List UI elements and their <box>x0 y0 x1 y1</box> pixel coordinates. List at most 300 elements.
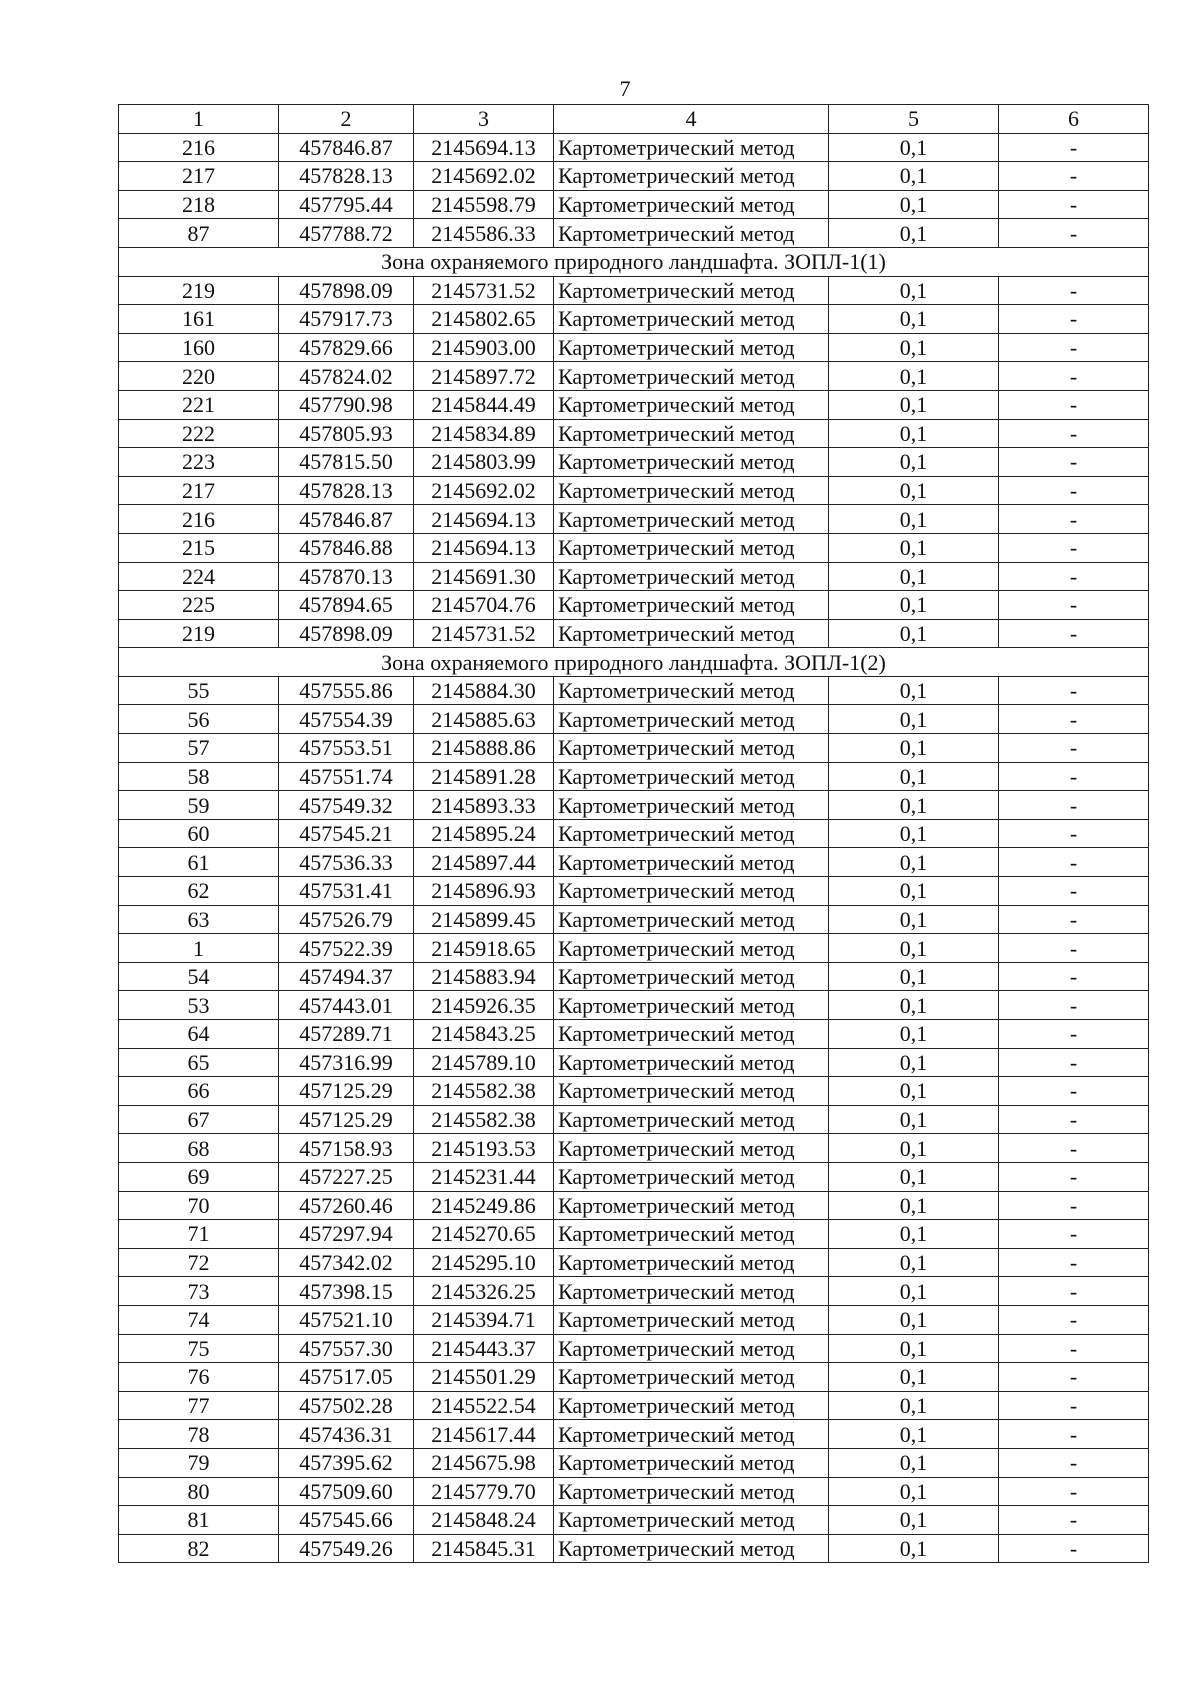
x-coordinate-cell: 457790.98 <box>279 390 414 419</box>
method-cell: Картометрический метод <box>554 1020 829 1049</box>
table-row <box>119 619 1149 648</box>
accuracy-cell: 0,1 <box>829 934 999 963</box>
accuracy-cell: 0,1 <box>829 1363 999 1392</box>
note-cell: - <box>999 562 1149 591</box>
page-number: 7 <box>619 76 631 101</box>
table-row <box>119 1506 1149 1535</box>
method-cell: Картометрический метод <box>554 476 829 505</box>
accuracy-cell: 0,1 <box>829 1077 999 1106</box>
method-cell: Картометрический метод <box>554 1334 829 1363</box>
note-cell: - <box>999 1477 1149 1506</box>
accuracy-cell: 0,1 <box>829 1105 999 1134</box>
header-cell-3: 3 <box>414 105 554 134</box>
y-coordinate-cell: 2145897.72 <box>414 362 554 391</box>
note-cell: - <box>999 1134 1149 1163</box>
method-cell: Картометрический метод <box>554 591 829 620</box>
table-row <box>119 791 1149 820</box>
point-number-cell: 80 <box>119 1477 279 1506</box>
x-coordinate-cell: 457917.73 <box>279 305 414 334</box>
accuracy-cell: 0,1 <box>829 305 999 334</box>
accuracy-cell: 0,1 <box>829 1477 999 1506</box>
method-cell: Картометрический метод <box>554 762 829 791</box>
note-cell: - <box>999 1363 1149 1392</box>
y-coordinate-cell: 2145394.71 <box>414 1305 554 1334</box>
table-row <box>119 1220 1149 1249</box>
method-cell: Картометрический метод <box>554 905 829 934</box>
x-coordinate-cell: 457898.09 <box>279 276 414 305</box>
accuracy-cell: 0,1 <box>829 219 999 248</box>
point-number-cell: 64 <box>119 1020 279 1049</box>
y-coordinate-cell: 2145295.10 <box>414 1248 554 1277</box>
note-cell: - <box>999 934 1149 963</box>
table-row <box>119 390 1149 419</box>
note-cell: - <box>999 1162 1149 1191</box>
y-coordinate-cell: 2145694.13 <box>414 133 554 162</box>
x-coordinate-cell: 457846.87 <box>279 133 414 162</box>
y-coordinate-cell: 2145249.86 <box>414 1191 554 1220</box>
table-row <box>119 1105 1149 1134</box>
method-cell: Картометрический метод <box>554 1363 829 1392</box>
section-title: Зона охраняемого природного ландшафта. ЗОПЛ-1(1) <box>119 247 1149 276</box>
x-coordinate-cell: 457436.31 <box>279 1420 414 1449</box>
note-cell: - <box>999 1248 1149 1277</box>
point-number-cell: 220 <box>119 362 279 391</box>
note-cell: - <box>999 705 1149 734</box>
y-coordinate-cell: 2145586.33 <box>414 219 554 248</box>
y-coordinate-cell: 2145803.99 <box>414 448 554 477</box>
accuracy-cell: 0,1 <box>829 676 999 705</box>
point-number-cell: 55 <box>119 676 279 705</box>
table-row <box>119 819 1149 848</box>
note-cell: - <box>999 419 1149 448</box>
accuracy-cell: 0,1 <box>829 1020 999 1049</box>
y-coordinate-cell: 2145522.54 <box>414 1391 554 1420</box>
method-cell: Картометрический метод <box>554 133 829 162</box>
x-coordinate-cell: 457158.93 <box>279 1134 414 1163</box>
method-cell: Картометрический метод <box>554 1448 829 1477</box>
note-cell: - <box>999 791 1149 820</box>
accuracy-cell: 0,1 <box>829 819 999 848</box>
x-coordinate-cell: 457502.28 <box>279 1391 414 1420</box>
point-number-cell: 75 <box>119 1334 279 1363</box>
y-coordinate-cell: 2145897.44 <box>414 848 554 877</box>
method-cell: Картометрический метод <box>554 1391 829 1420</box>
point-number-cell: 71 <box>119 1220 279 1249</box>
table-row <box>119 1420 1149 1449</box>
accuracy-cell: 0,1 <box>829 962 999 991</box>
y-coordinate-cell: 2145326.25 <box>414 1277 554 1306</box>
x-coordinate-cell: 457227.25 <box>279 1162 414 1191</box>
point-number-cell: 76 <box>119 1363 279 1392</box>
x-coordinate-cell: 457395.62 <box>279 1448 414 1477</box>
point-number-cell: 81 <box>119 1506 279 1535</box>
header-row <box>119 105 1149 134</box>
note-cell: - <box>999 448 1149 477</box>
table-row <box>119 1448 1149 1477</box>
point-number-cell: 72 <box>119 1248 279 1277</box>
point-number-cell: 56 <box>119 705 279 734</box>
x-coordinate-cell: 457554.39 <box>279 705 414 734</box>
accuracy-cell: 0,1 <box>829 1391 999 1420</box>
table-row <box>119 133 1149 162</box>
point-number-cell: 223 <box>119 448 279 477</box>
table-row <box>119 333 1149 362</box>
point-number-cell: 53 <box>119 991 279 1020</box>
x-coordinate-cell: 457829.66 <box>279 333 414 362</box>
x-coordinate-cell: 457549.32 <box>279 791 414 820</box>
point-number-cell: 60 <box>119 819 279 848</box>
accuracy-cell: 0,1 <box>829 362 999 391</box>
point-number-cell: 77 <box>119 1391 279 1420</box>
y-coordinate-cell: 2145675.98 <box>414 1448 554 1477</box>
accuracy-cell: 0,1 <box>829 1334 999 1363</box>
x-coordinate-cell: 457289.71 <box>279 1020 414 1049</box>
x-coordinate-cell: 457870.13 <box>279 562 414 591</box>
note-cell: - <box>999 762 1149 791</box>
table-row <box>119 533 1149 562</box>
point-number-cell: 216 <box>119 505 279 534</box>
y-coordinate-cell: 2145694.13 <box>414 533 554 562</box>
x-coordinate-cell: 457894.65 <box>279 591 414 620</box>
accuracy-cell: 0,1 <box>829 390 999 419</box>
header-cell-6: 6 <box>999 105 1149 134</box>
note-cell: - <box>999 533 1149 562</box>
x-coordinate-cell: 457824.02 <box>279 362 414 391</box>
accuracy-cell: 0,1 <box>829 1420 999 1449</box>
table-row <box>119 505 1149 534</box>
table-row <box>119 305 1149 334</box>
note-cell: - <box>999 676 1149 705</box>
note-cell: - <box>999 905 1149 934</box>
x-coordinate-cell: 457522.39 <box>279 934 414 963</box>
table-row <box>119 276 1149 305</box>
table-row <box>119 762 1149 791</box>
accuracy-cell: 0,1 <box>829 562 999 591</box>
table-row <box>119 734 1149 763</box>
accuracy-cell: 0,1 <box>829 591 999 620</box>
table-row <box>119 1334 1149 1363</box>
table-row <box>119 1191 1149 1220</box>
accuracy-cell: 0,1 <box>829 1305 999 1334</box>
method-cell: Картометрический метод <box>554 1105 829 1134</box>
y-coordinate-cell: 2145844.49 <box>414 390 554 419</box>
table-row <box>119 1277 1149 1306</box>
header-cell-1: 1 <box>119 105 279 134</box>
note-cell: - <box>999 1020 1149 1049</box>
y-coordinate-cell: 2145884.30 <box>414 676 554 705</box>
method-cell: Картометрический метод <box>554 734 829 763</box>
method-cell: Картометрический метод <box>554 390 829 419</box>
point-number-cell: 74 <box>119 1305 279 1334</box>
method-cell: Картометрический метод <box>554 162 829 191</box>
note-cell: - <box>999 619 1149 648</box>
note-cell: - <box>999 1277 1149 1306</box>
y-coordinate-cell: 2145891.28 <box>414 762 554 791</box>
accuracy-cell: 0,1 <box>829 1048 999 1077</box>
accuracy-cell: 0,1 <box>829 1248 999 1277</box>
method-cell: Картометрический метод <box>554 1048 829 1077</box>
point-number-cell: 61 <box>119 848 279 877</box>
accuracy-cell: 0,1 <box>829 734 999 763</box>
accuracy-cell: 0,1 <box>829 848 999 877</box>
method-cell: Картометрический метод <box>554 819 829 848</box>
x-coordinate-cell: 457828.13 <box>279 162 414 191</box>
note-cell: - <box>999 962 1149 991</box>
table-row <box>119 190 1149 219</box>
note-cell: - <box>999 1448 1149 1477</box>
point-number-cell: 221 <box>119 390 279 419</box>
table-row <box>119 219 1149 248</box>
y-coordinate-cell: 2145895.24 <box>414 819 554 848</box>
table-row <box>119 1248 1149 1277</box>
note-cell: - <box>999 591 1149 620</box>
method-cell: Картометрический метод <box>554 533 829 562</box>
point-number-cell: 79 <box>119 1448 279 1477</box>
accuracy-cell: 0,1 <box>829 905 999 934</box>
point-number-cell: 222 <box>119 419 279 448</box>
note-cell: - <box>999 476 1149 505</box>
y-coordinate-cell: 2145903.00 <box>414 333 554 362</box>
y-coordinate-cell: 2145694.13 <box>414 505 554 534</box>
y-coordinate-cell: 2145802.65 <box>414 305 554 334</box>
table-row <box>119 1162 1149 1191</box>
method-cell: Картометрический метод <box>554 333 829 362</box>
accuracy-cell: 0,1 <box>829 133 999 162</box>
y-coordinate-cell: 2145843.25 <box>414 1020 554 1049</box>
header-cell-5: 5 <box>829 105 999 134</box>
method-cell: Картометрический метод <box>554 619 829 648</box>
accuracy-cell: 0,1 <box>829 1134 999 1163</box>
note-cell: - <box>999 1391 1149 1420</box>
method-cell: Картометрический метод <box>554 1191 829 1220</box>
table-row <box>119 1048 1149 1077</box>
x-coordinate-cell: 457260.46 <box>279 1191 414 1220</box>
point-number-cell: 161 <box>119 305 279 334</box>
method-cell: Картометрический метод <box>554 1162 829 1191</box>
accuracy-cell: 0,1 <box>829 1506 999 1535</box>
x-coordinate-cell: 457494.37 <box>279 962 414 991</box>
y-coordinate-cell: 2145848.24 <box>414 1506 554 1535</box>
note-cell: - <box>999 362 1149 391</box>
y-coordinate-cell: 2145789.10 <box>414 1048 554 1077</box>
accuracy-cell: 0,1 <box>829 448 999 477</box>
table-row <box>119 448 1149 477</box>
note-cell: - <box>999 219 1149 248</box>
table-body <box>119 105 1149 1563</box>
point-number-cell: 217 <box>119 476 279 505</box>
x-coordinate-cell: 457536.33 <box>279 848 414 877</box>
accuracy-cell: 0,1 <box>829 619 999 648</box>
point-number-cell: 218 <box>119 190 279 219</box>
note-cell: - <box>999 848 1149 877</box>
point-number-cell: 62 <box>119 877 279 906</box>
x-coordinate-cell: 457316.99 <box>279 1048 414 1077</box>
y-coordinate-cell: 2145231.44 <box>414 1162 554 1191</box>
point-number-cell: 219 <box>119 619 279 648</box>
method-cell: Картометрический метод <box>554 877 829 906</box>
x-coordinate-cell: 457342.02 <box>279 1248 414 1277</box>
point-number-cell: 57 <box>119 734 279 763</box>
x-coordinate-cell: 457526.79 <box>279 905 414 934</box>
table-row <box>119 705 1149 734</box>
accuracy-cell: 0,1 <box>829 762 999 791</box>
method-cell: Картометрический метод <box>554 934 829 963</box>
note-cell: - <box>999 1305 1149 1334</box>
table-row <box>119 1020 1149 1049</box>
y-coordinate-cell: 2145598.79 <box>414 190 554 219</box>
x-coordinate-cell: 457509.60 <box>279 1477 414 1506</box>
method-cell: Картометрический метод <box>554 1420 829 1449</box>
point-number-cell: 69 <box>119 1162 279 1191</box>
point-number-cell: 216 <box>119 133 279 162</box>
x-coordinate-cell: 457531.41 <box>279 877 414 906</box>
accuracy-cell: 0,1 <box>829 1534 999 1563</box>
table-row <box>119 1534 1149 1563</box>
point-number-cell: 67 <box>119 1105 279 1134</box>
method-cell: Картометрический метод <box>554 848 829 877</box>
y-coordinate-cell: 2145731.52 <box>414 276 554 305</box>
accuracy-cell: 0,1 <box>829 419 999 448</box>
y-coordinate-cell: 2145779.70 <box>414 1477 554 1506</box>
method-cell: Картометрический метод <box>554 1248 829 1277</box>
note-cell: - <box>999 1220 1149 1249</box>
x-coordinate-cell: 457795.44 <box>279 190 414 219</box>
point-number-cell: 1 <box>119 934 279 963</box>
note-cell: - <box>999 991 1149 1020</box>
table-row <box>119 1391 1149 1420</box>
accuracy-cell: 0,1 <box>829 877 999 906</box>
method-cell: Картометрический метод <box>554 505 829 534</box>
table-row <box>119 1363 1149 1392</box>
point-number-cell: 63 <box>119 905 279 934</box>
point-number-cell: 219 <box>119 276 279 305</box>
table-row <box>119 1477 1149 1506</box>
y-coordinate-cell: 2145692.02 <box>414 476 554 505</box>
accuracy-cell: 0,1 <box>829 190 999 219</box>
table-row <box>119 362 1149 391</box>
method-cell: Картометрический метод <box>554 1305 829 1334</box>
section-title-row <box>119 247 1149 276</box>
table-row <box>119 419 1149 448</box>
accuracy-cell: 0,1 <box>829 1277 999 1306</box>
accuracy-cell: 0,1 <box>829 991 999 1020</box>
y-coordinate-cell: 2145885.63 <box>414 705 554 734</box>
method-cell: Картометрический метод <box>554 190 829 219</box>
method-cell: Картометрический метод <box>554 448 829 477</box>
method-cell: Картометрический метод <box>554 676 829 705</box>
header-cell-4: 4 <box>554 105 829 134</box>
accuracy-cell: 0,1 <box>829 1191 999 1220</box>
table-row <box>119 1305 1149 1334</box>
point-number-cell: 78 <box>119 1420 279 1449</box>
y-coordinate-cell: 2145896.93 <box>414 877 554 906</box>
point-number-cell: 225 <box>119 591 279 620</box>
point-number-cell: 66 <box>119 1077 279 1106</box>
method-cell: Картометрический метод <box>554 276 829 305</box>
y-coordinate-cell: 2145883.94 <box>414 962 554 991</box>
table-row <box>119 591 1149 620</box>
x-coordinate-cell: 457846.87 <box>279 505 414 534</box>
x-coordinate-cell: 457555.86 <box>279 676 414 705</box>
method-cell: Картометрический метод <box>554 305 829 334</box>
note-cell: - <box>999 1420 1149 1449</box>
note-cell: - <box>999 276 1149 305</box>
point-number-cell: 160 <box>119 333 279 362</box>
y-coordinate-cell: 2145270.65 <box>414 1220 554 1249</box>
x-coordinate-cell: 457398.15 <box>279 1277 414 1306</box>
x-coordinate-cell: 457545.66 <box>279 1506 414 1535</box>
point-number-cell: 54 <box>119 962 279 991</box>
y-coordinate-cell: 2145834.89 <box>414 419 554 448</box>
note-cell: - <box>999 505 1149 534</box>
method-cell: Картометрический метод <box>554 362 829 391</box>
y-coordinate-cell: 2145893.33 <box>414 791 554 820</box>
y-coordinate-cell: 2145731.52 <box>414 619 554 648</box>
x-coordinate-cell: 457517.05 <box>279 1363 414 1392</box>
method-cell: Картометрический метод <box>554 1477 829 1506</box>
point-number-cell: 224 <box>119 562 279 591</box>
note-cell: - <box>999 333 1149 362</box>
note-cell: - <box>999 190 1149 219</box>
table-row <box>119 476 1149 505</box>
table-row <box>119 1134 1149 1163</box>
point-number-cell: 87 <box>119 219 279 248</box>
y-coordinate-cell: 2145899.45 <box>414 905 554 934</box>
table-row <box>119 934 1149 963</box>
x-coordinate-cell: 457557.30 <box>279 1334 414 1363</box>
method-cell: Картометрический метод <box>554 991 829 1020</box>
x-coordinate-cell: 457898.09 <box>279 619 414 648</box>
x-coordinate-cell: 457125.29 <box>279 1105 414 1134</box>
method-cell: Картометрический метод <box>554 562 829 591</box>
y-coordinate-cell: 2145704.76 <box>414 591 554 620</box>
point-number-cell: 68 <box>119 1134 279 1163</box>
point-number-cell: 65 <box>119 1048 279 1077</box>
note-cell: - <box>999 877 1149 906</box>
note-cell: - <box>999 734 1149 763</box>
point-number-cell: 217 <box>119 162 279 191</box>
method-cell: Картометрический метод <box>554 1077 829 1106</box>
method-cell: Картометрический метод <box>554 1506 829 1535</box>
x-coordinate-cell: 457443.01 <box>279 991 414 1020</box>
coordinates-table <box>118 104 1149 1563</box>
x-coordinate-cell: 457846.88 <box>279 533 414 562</box>
x-coordinate-cell: 457828.13 <box>279 476 414 505</box>
point-number-cell: 215 <box>119 533 279 562</box>
table-row <box>119 162 1149 191</box>
header-cell-2: 2 <box>279 105 414 134</box>
point-number-cell: 59 <box>119 791 279 820</box>
table-row <box>119 676 1149 705</box>
y-coordinate-cell: 2145617.44 <box>414 1420 554 1449</box>
method-cell: Картометрический метод <box>554 1220 829 1249</box>
table-row <box>119 848 1149 877</box>
x-coordinate-cell: 457788.72 <box>279 219 414 248</box>
x-coordinate-cell: 457549.26 <box>279 1534 414 1563</box>
method-cell: Картометрический метод <box>554 419 829 448</box>
table-row <box>119 905 1149 934</box>
accuracy-cell: 0,1 <box>829 476 999 505</box>
table-row <box>119 562 1149 591</box>
note-cell: - <box>999 1506 1149 1535</box>
y-coordinate-cell: 2145691.30 <box>414 562 554 591</box>
y-coordinate-cell: 2145582.38 <box>414 1105 554 1134</box>
accuracy-cell: 0,1 <box>829 1448 999 1477</box>
accuracy-cell: 0,1 <box>829 1162 999 1191</box>
table-row <box>119 877 1149 906</box>
note-cell: - <box>999 390 1149 419</box>
table-row <box>119 962 1149 991</box>
